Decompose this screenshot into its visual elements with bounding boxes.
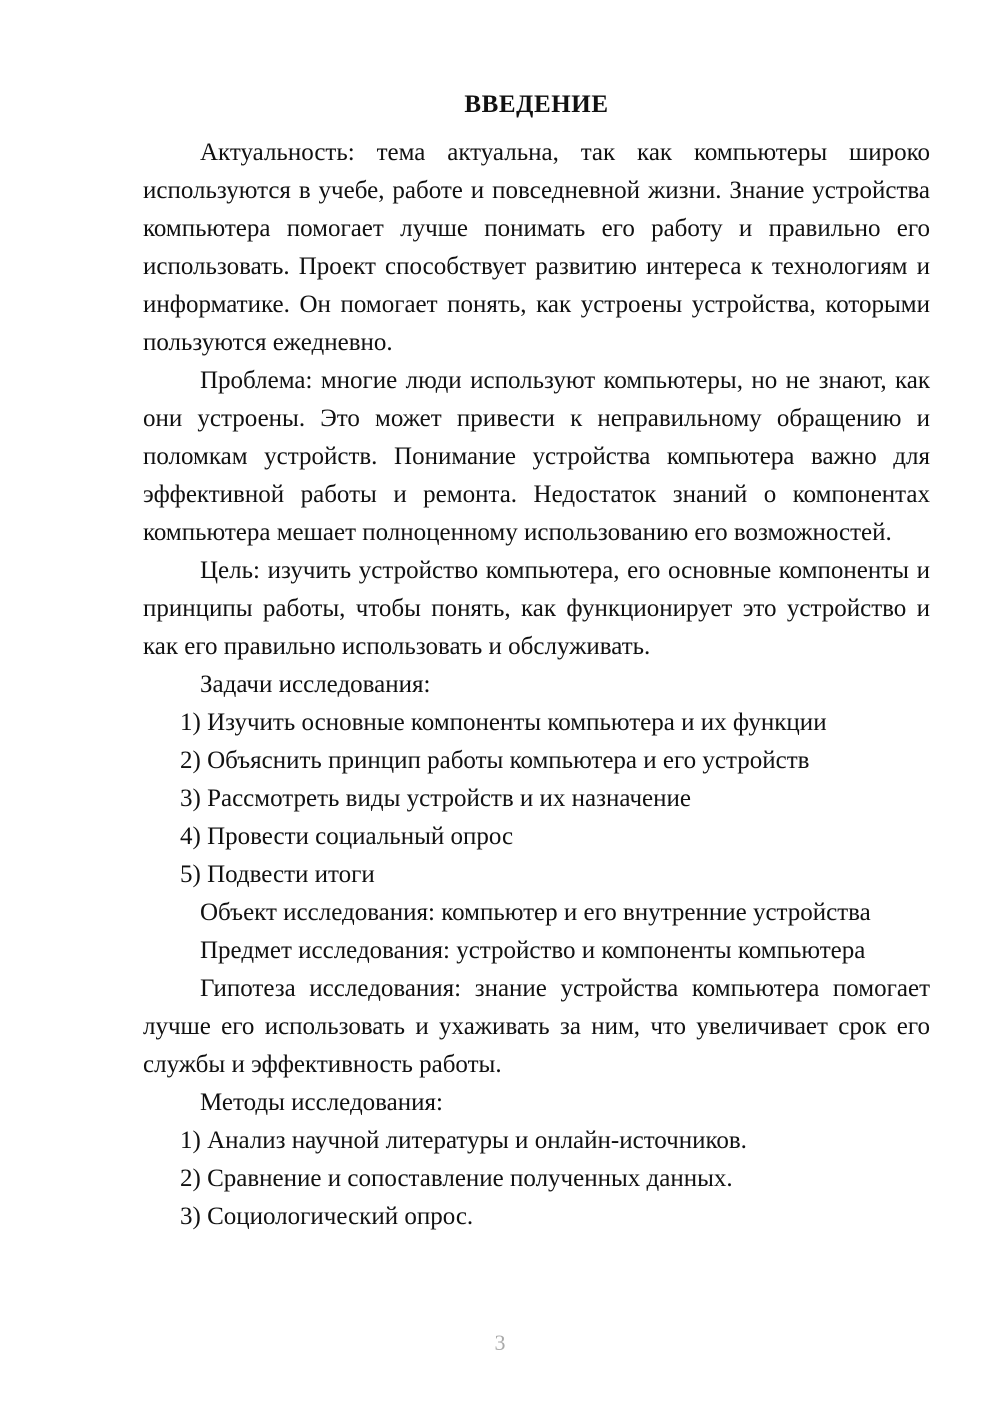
paragraph-problem: Проблема: многие люди используют компьютеры, но не знают, как они устроены. Это может привести к неправильному обращению и поломкам устройств. Понимание устройства компьютера важно для эффективной работы и ремонта. Недостаток знаний о компонентах компьютера мешает полноценному использованию его возможностей. [143,367,930,546]
tasks-list [143,704,930,894]
list-item: 1) Анализ научной литературы и онлайн-источников. [180,1127,747,1154]
paragraph-hypothesis: Гипотеза исследования: знание устройства компьютера помогает лучше его использовать и ухаживать за ним, что увеличивает срок его службы и эффективность работы. [143,975,930,1078]
list-item: 1) Изучить основные компоненты компьютера и их функции [180,709,827,736]
list-item: 4) Провести социальный опрос [180,823,514,850]
list-item: 3) Рассмотреть виды устройств и их назначение [180,785,691,812]
page-number: 3 [494,1330,506,1355]
paragraph-object: Объект исследования: компьютер и его внутренние устройства [200,899,871,926]
list-item: 5) Подвести итоги [180,861,375,888]
list-item: 2) Объяснить принцип работы компьютера и его устройств [180,747,810,774]
document-body [143,86,930,1236]
paragraph-relevance: Актуальность: тема актуальна, так как компьютеры широко используются в учебе, работе и повседневной жизни. Знание устройства компьютера помогает лучше понимать его работу и правильно его использовать. Проект способствует развитию интереса к технологиям и информатике. Он помогает понять, как устроены устройства, которыми пользуются ежедневно. [143,139,930,356]
page-title: ВВЕДЕНИЕ [464,91,609,118]
methods-list [143,1122,930,1236]
paragraph-subject: Предмет исследования: устройство и компоненты компьютера [200,937,866,964]
methods-heading: Методы исследования: [200,1089,443,1116]
tasks-heading: Задачи исследования: [200,671,431,698]
list-item: 3) Социологический опрос. [180,1203,474,1230]
paragraph-goal: Цель: изучить устройство компьютера, его основные компоненты и принципы работы, чтобы понять, как функционирует это устройство и как его правильно использовать и обслуживать. [143,557,930,660]
list-item: 2) Сравнение и сопоставление полученных данных. [180,1165,733,1192]
